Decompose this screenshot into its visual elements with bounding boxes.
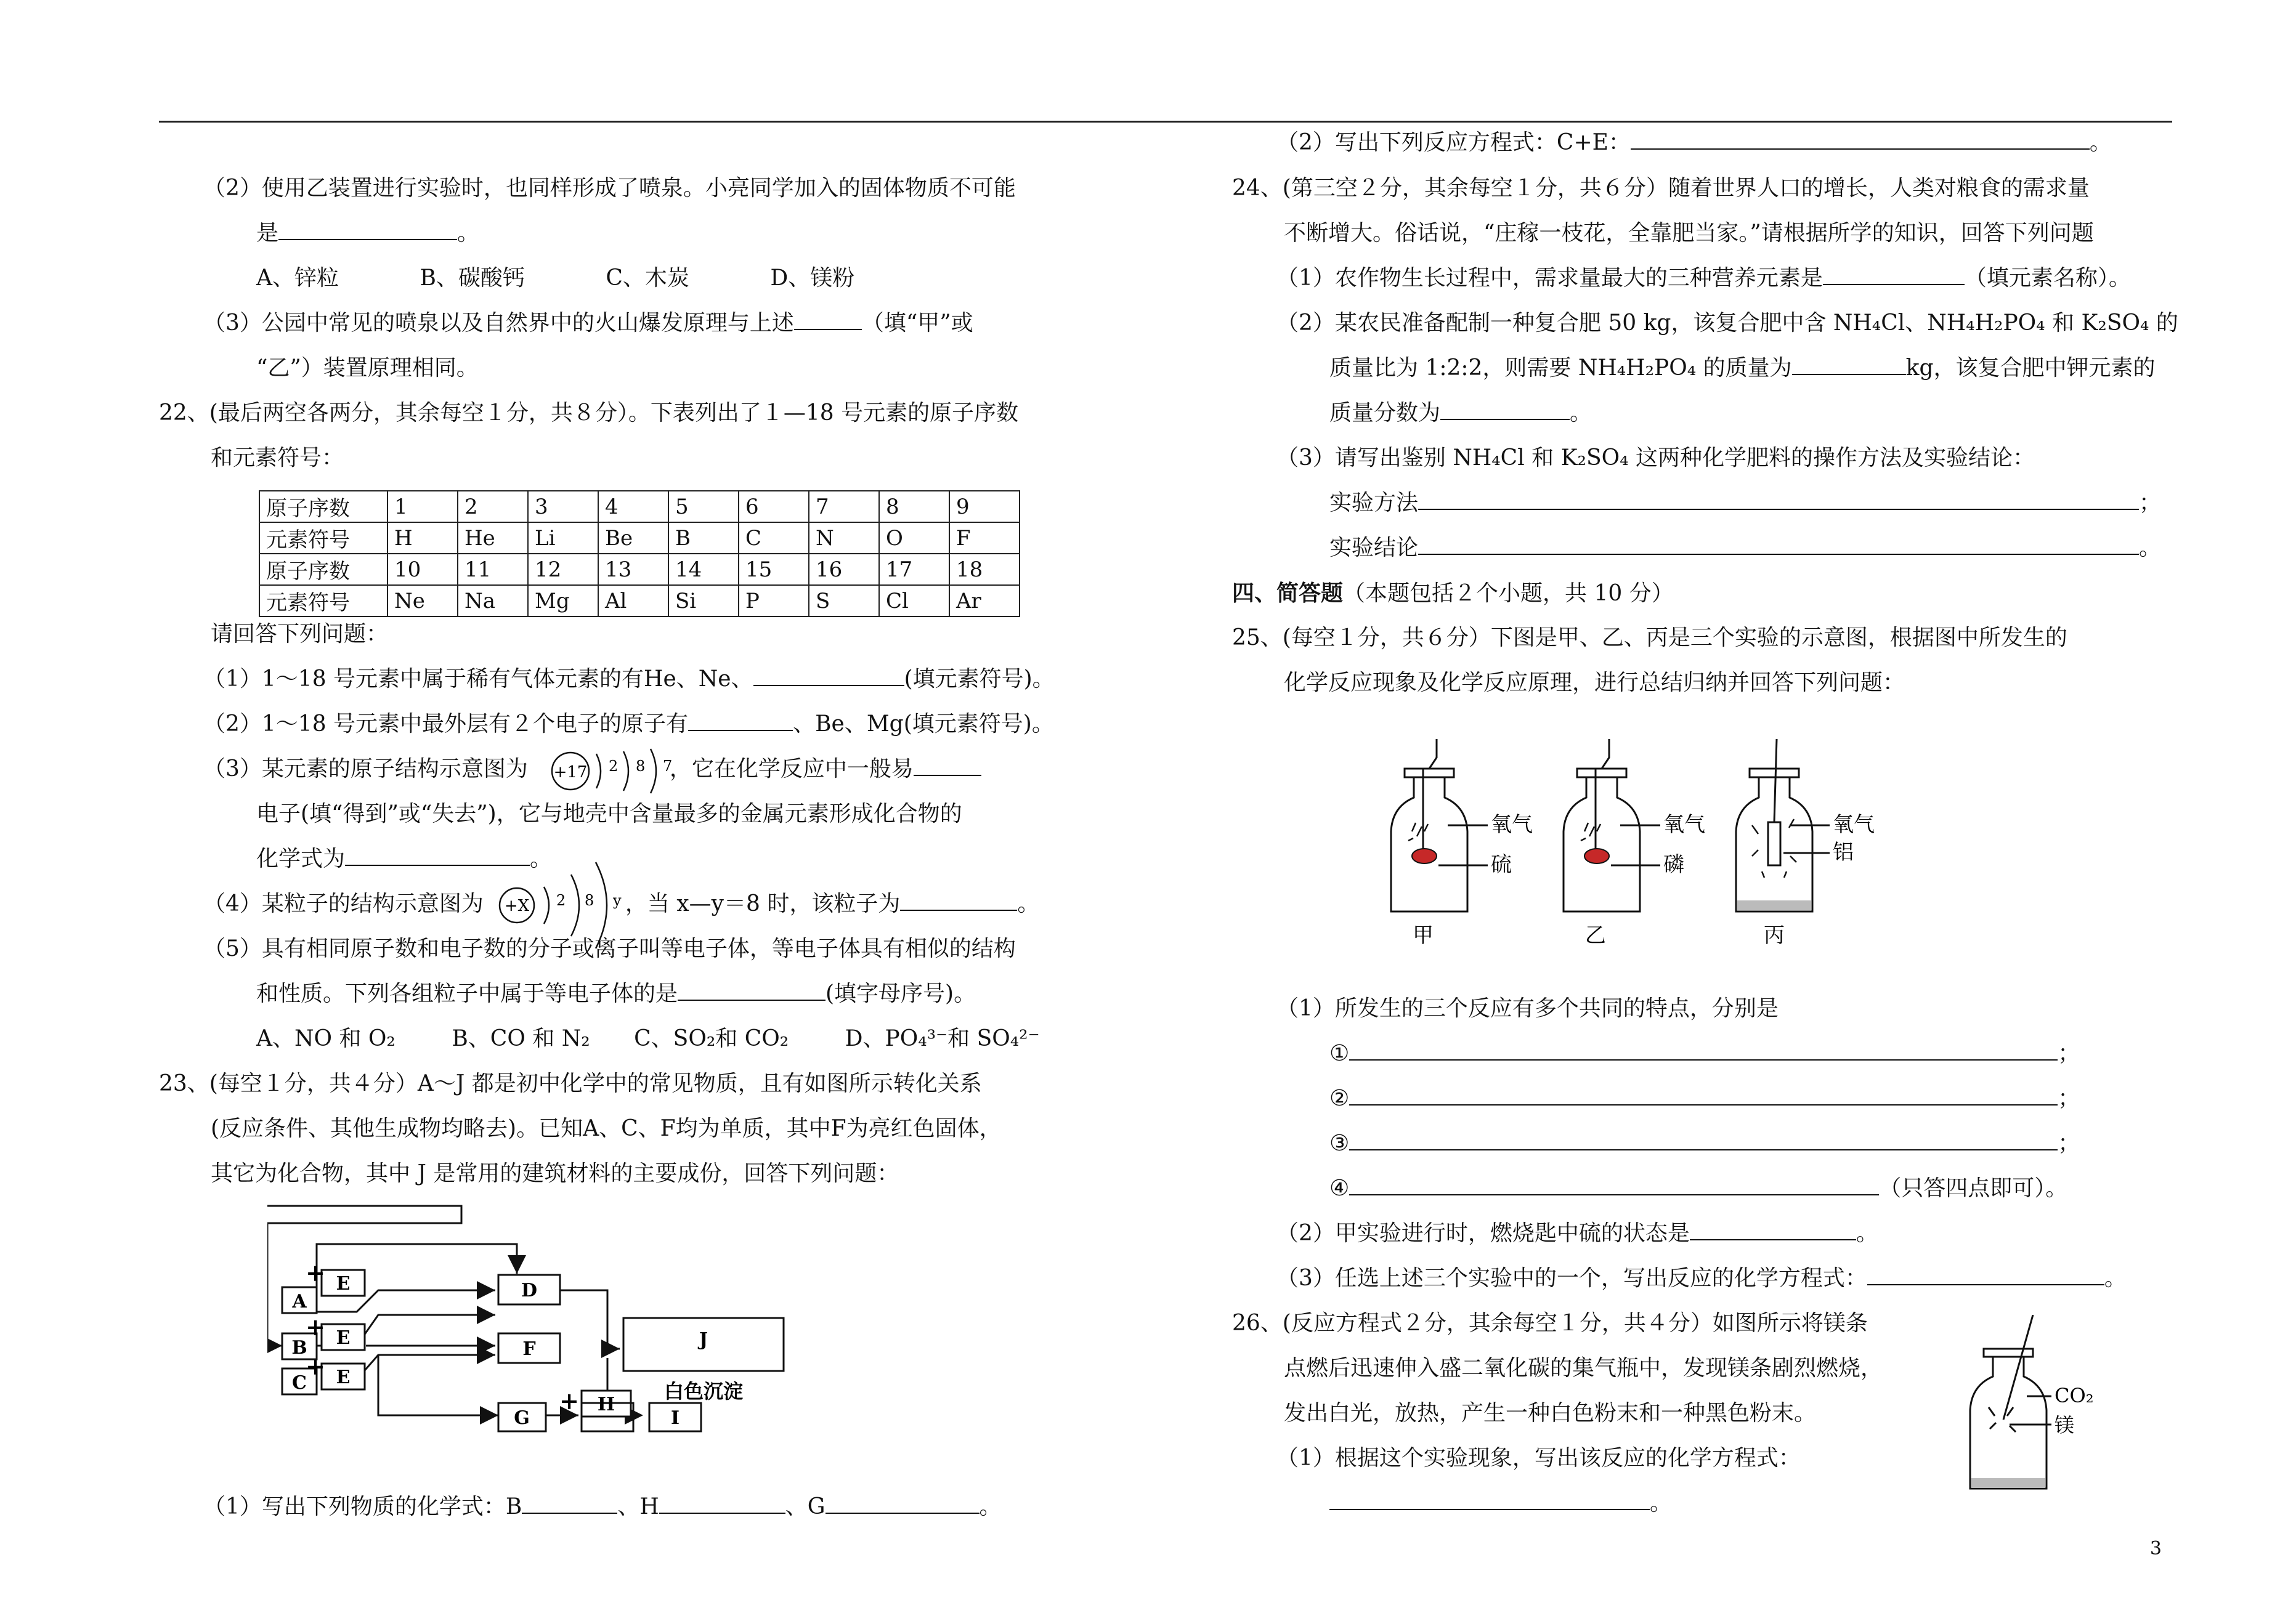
answer-blank[interactable]: [1349, 1086, 2058, 1106]
q25-1-item-2: ② ；: [1329, 1086, 2080, 1111]
answer-blank[interactable]: [1418, 535, 2139, 555]
q24-stem-2: 不断增大。俗话说，“庄稼一枝花，全靠肥当家。”请根据所学的知识，回答下列问题: [1284, 220, 2094, 246]
q26-stem-1: 26、(反应方程式２分，其余每空１分，共４分）如图所示将镁条: [1232, 1311, 1868, 1336]
answer-blank[interactable]: [688, 711, 793, 731]
section-4-heading: 四、简答题（本题包括２个小题，共 10 分）: [1232, 580, 1674, 606]
q21-3-line2: “乙”）装置原理相同。: [256, 355, 479, 381]
svg-text:磷: 磷: [1663, 852, 1684, 877]
answer-blank[interactable]: [659, 1494, 785, 1514]
svg-text:甲: 甲: [1413, 923, 1434, 948]
answer-blank[interactable]: [1792, 355, 1906, 375]
svg-text:E: E: [336, 1273, 351, 1295]
q26-stem-2: 点燃后迅速伸入盛二氧化碳的集气瓶中，发现镁条剧烈燃烧，: [1284, 1356, 1883, 1381]
svg-text:y: y: [613, 892, 622, 909]
option-a: A、锌粒: [256, 265, 339, 291]
answer-blank[interactable]: [753, 666, 904, 686]
svg-text:D: D: [521, 1280, 538, 1301]
svg-text:B: B: [291, 1337, 307, 1359]
conversion-flowchart: [267, 1195, 1007, 1478]
option-b: B、CO 和 N₂: [452, 1026, 590, 1051]
q25-1-item-4: ④ （只答四点即可）。: [1329, 1176, 2068, 1201]
svg-text:硫: 硫: [1491, 852, 1512, 877]
q26-1: （1）根据这个实验现象，写出该反应的化学方程式：: [1276, 1445, 1801, 1471]
answer-blank[interactable]: [1440, 400, 1570, 420]
q22-3-line2: 电子(填“得到”或“失去”)，它与地壳中含量最多的金属元素形成化合物的: [256, 801, 962, 827]
q23-1: （1）写出下列物质的化学式：B 、H 、G 。: [203, 1494, 1002, 1519]
q25-1: （1）所发生的三个反应有多个共同的特点，分别是: [1276, 996, 1779, 1021]
element-table: [259, 490, 1020, 617]
answer-blank[interactable]: [1329, 1490, 1650, 1510]
q25-1-item-3: ③ ；: [1329, 1131, 2080, 1156]
page-number: 3: [2149, 1538, 2162, 1559]
q22-4: （4）某粒子的结构示意图为 ，当 x—y＝8 时，该粒子为 。: [203, 891, 1040, 916]
table-row: 原子序数 10 11 12 13 14 15 16 17 18: [259, 554, 1020, 585]
svg-text:+: +: [559, 1387, 579, 1415]
q26-stem-3: 发出白光，放热，产生一种白色粉末和一种黑色粉末。: [1284, 1401, 1817, 1426]
q23-2: （2）写出下列反应方程式：C+E： 。: [1276, 130, 2112, 155]
svg-text:乙: 乙: [1585, 923, 1606, 948]
q24-stem-1: 24、(第三空２分，其余每空１分，共６分）随着世界人口的增长，人类对粮食的需求量: [1232, 176, 2090, 201]
q24-3-method: 实验方法 ；: [1329, 490, 2162, 515]
svg-text:J: J: [699, 1329, 708, 1351]
atom-structure-diagram-cl: [548, 746, 690, 796]
option-d: D、PO₄³⁻和 SO₄²⁻: [845, 1026, 1040, 1051]
svg-text:2: 2: [609, 758, 619, 775]
option-c: C、木炭: [606, 265, 689, 291]
combustion-bottles-figure: [1380, 739, 1910, 948]
svg-text:+17: +17: [553, 763, 588, 782]
answer-blank[interactable]: [826, 1494, 980, 1514]
q23-stem-3: 其它为化合物，其中 J 是常用的建筑材料的主要成份，回答下列问题：: [211, 1161, 899, 1186]
q22-1: （1）1～18 号元素中属于稀有气体元素的有He、Ne、 (填元素符号)。: [203, 666, 1055, 692]
svg-text:8: 8: [636, 758, 646, 775]
svg-text:7: 7: [663, 758, 673, 775]
answer-blank[interactable]: [1690, 1221, 1856, 1240]
q23-stem-1: 23、(每空１分，共４分）A～J 都是初中化学中的常见物质，且有如图所示转化关系: [159, 1071, 982, 1096]
svg-text:E: E: [336, 1367, 351, 1388]
q24-1: （1）农作物生长过程中，需求量最大的三种营养元素是 （填元素名称）。: [1276, 265, 2131, 291]
option-c: C、SO₂和 CO₂: [634, 1026, 789, 1051]
q25-stem-1: 25、(每空１分，共６分）下图是甲、乙、丙是三个实验的示意图，根据图中所发生的: [1232, 625, 2067, 650]
answer-blank[interactable]: [278, 220, 457, 240]
svg-text:E: E: [336, 1327, 351, 1349]
svg-text:+X: +X: [504, 897, 530, 915]
q22-5-line2: 和性质。下列各组粒子中属于等电子体的是 (填字母序号)。: [256, 981, 976, 1006]
magnesium-co2-bottle-figure: [1959, 1315, 2144, 1512]
svg-text:2: 2: [556, 892, 566, 909]
q24-3: （3）请写出鉴别 NH₄Cl 和 K₂SO₄ 这两种化学肥料的操作方法及实验结论：: [1276, 445, 2035, 471]
option-a: A、NO 和 O₂: [256, 1026, 396, 1051]
answer-blank[interactable]: [1349, 1041, 2058, 1061]
q22-5-options: [256, 1025, 1040, 1053]
answer-blank[interactable]: [914, 756, 981, 776]
table-row: 原子序数 1 2 3 4 5 6 7 8 9: [259, 491, 1020, 522]
answer-blank[interactable]: [1823, 265, 1965, 285]
svg-text:氧气: 氧气: [1833, 812, 1875, 837]
q25-3: （3）任选上述三个实验中的一个，写出反应的化学方程式： 。: [1276, 1266, 2127, 1291]
svg-text:白色沉淀: 白色沉淀: [663, 1380, 744, 1403]
option-b: B、碳酸钙: [420, 265, 525, 291]
svg-text:H: H: [597, 1394, 615, 1415]
svg-text:F: F: [522, 1338, 536, 1360]
q24-2-line2: 质量比为 1:2:2，则需要 NH₄H₂PO₄ 的质量为 kg，该复合肥中钾元素的: [1329, 355, 2156, 381]
q22-stem-1: 22、(最后两空各两分，其余每空１分，共８分）。下表列出了１—18 号元素的原子序数: [159, 400, 1019, 426]
header-rule: [159, 121, 2172, 123]
svg-text:铝: 铝: [1833, 840, 1854, 865]
answer-blank[interactable]: [522, 1494, 617, 1514]
answer-blank[interactable]: [1631, 130, 2090, 150]
answer-blank[interactable]: [1349, 1176, 1879, 1195]
q24-2-line1: （2）某农民准备配制一种复合肥 50 kg，该复合肥中含 NH₄Cl、NH₄H₂PO₄ 和 K₂SO₄ 的: [1276, 310, 2178, 336]
q21-3-line1: （3）公园中常见的喷泉以及自然界中的火山爆发原理与上述 （填“甲”或: [203, 310, 973, 336]
table-row: 元素符号 Ne Na Mg Al Si P S Cl Ar: [259, 585, 1020, 616]
svg-text:CO₂: CO₂: [2055, 1384, 2094, 1407]
answer-blank[interactable]: [1867, 1266, 2104, 1285]
table-row: 元素符号 H He Li Be B C N O F: [259, 522, 1020, 554]
svg-text:G: G: [514, 1407, 530, 1429]
q22-5-line1: （5）具有相同原子数和电子数的分子或离子叫等电子体，等电子体具有相似的结构: [203, 936, 1016, 961]
svg-text:C: C: [292, 1372, 307, 1394]
q26-1-answer: 。: [1329, 1490, 1672, 1517]
q22-stem-2: 和元素符号：: [211, 445, 344, 471]
answer-blank[interactable]: [678, 981, 826, 1001]
q24-3-result: 实验结论 。: [1329, 535, 2162, 560]
svg-text:+: +: [306, 1259, 325, 1287]
svg-text:丙: 丙: [1764, 923, 1785, 948]
svg-text:8: 8: [585, 892, 594, 909]
answer-blank[interactable]: [1349, 1131, 2058, 1150]
q22-ask: 请回答下列问题：: [211, 621, 389, 647]
q21-2-line1: （2）使用乙装置进行实验时，也同样形成了喷泉。小亮同学加入的固体物质不可能: [203, 176, 1016, 201]
svg-text:氧气: 氧气: [1663, 812, 1705, 837]
q22-2: （2）1～18 号元素中最外层有２个电子的原子有 、Be、Mg(填元素符号)。: [203, 711, 1054, 737]
q22-3-line3: 化学式为 。: [256, 846, 553, 871]
q22-3-line1: （3）某元素的原子结构示意图为 ，它在化学反应中一般易: [203, 756, 981, 783]
q21-2-line2: 是 。: [256, 220, 480, 246]
svg-text:I: I: [670, 1407, 680, 1429]
q21-2-options: [256, 265, 854, 292]
answer-blank[interactable]: [900, 891, 1017, 911]
answer-blank[interactable]: [794, 310, 862, 330]
svg-text:+: +: [306, 1352, 325, 1380]
svg-text:氧气: 氧气: [1491, 812, 1533, 837]
q24-2-line3: 质量分数为 。: [1329, 400, 1592, 426]
q25-1-item-1: ① ；: [1329, 1041, 2080, 1066]
q25-2: （2）甲实验进行时，燃烧匙中硫的状态是 。: [1276, 1221, 1878, 1246]
svg-text:A: A: [292, 1291, 307, 1312]
option-d: D、镁粉: [770, 265, 855, 291]
svg-text:镁: 镁: [2055, 1413, 2075, 1437]
svg-text:+: +: [306, 1313, 325, 1341]
q23-stem-2: (反应条件、其他生成物均略去)。已知A、C、F均为单质，其中F为亮红色固体，: [211, 1116, 1002, 1141]
answer-blank[interactable]: [1418, 490, 2139, 510]
q25-stem-2: 化学反应现象及化学反应原理，进行总结归纳并回答下列问题：: [1284, 670, 1905, 695]
